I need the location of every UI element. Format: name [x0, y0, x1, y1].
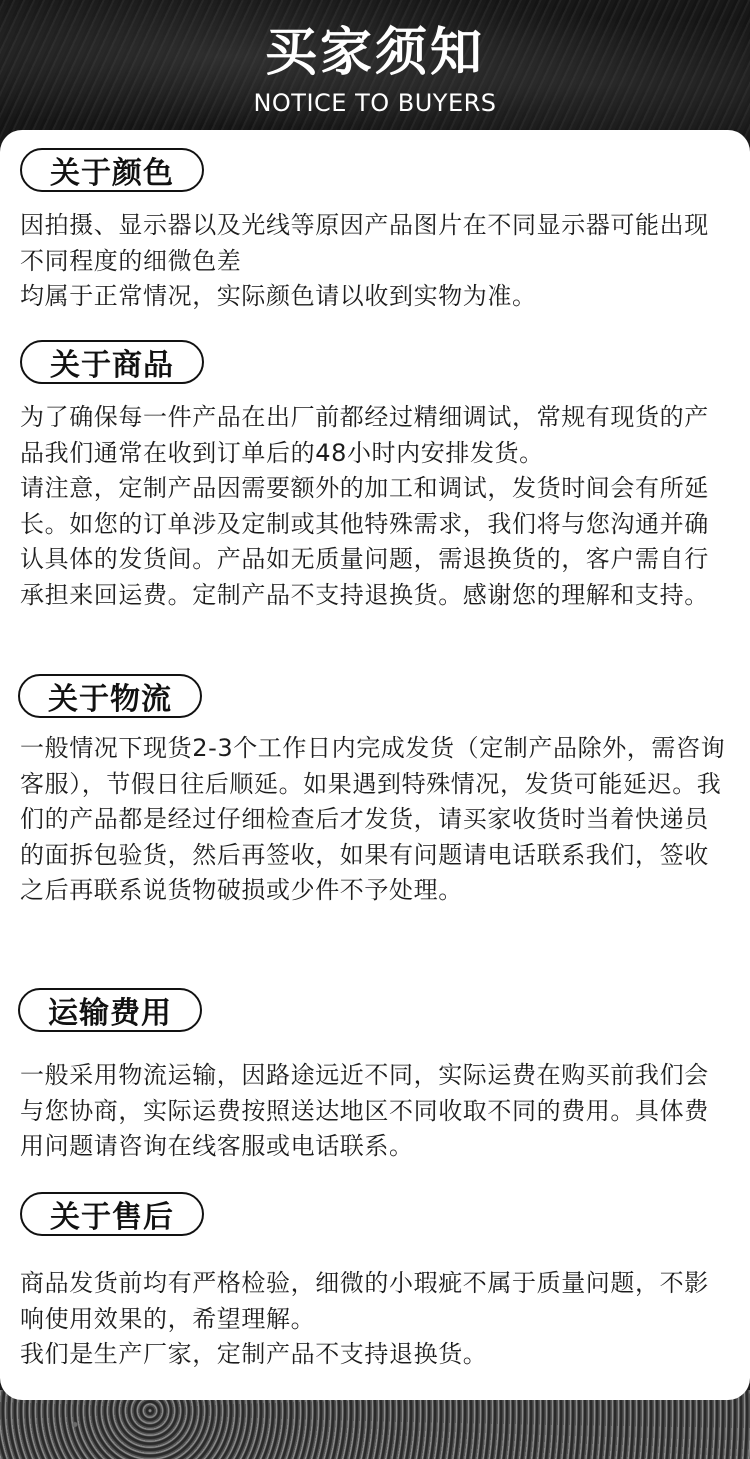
section-heading-logistics: 关于物流: [18, 674, 202, 718]
section-line: 均属于正常情况，实际颜色请以收到实物为准。: [20, 282, 537, 310]
section-line: 一般采用物流运输，因路途远近不同，实际运费在购买前我们会与您协商，实际运费按照送达地区不同收取不同的费用。具体费用问题请咨询在线客服或电话联系。: [20, 1061, 709, 1160]
section-body-aftersales: [20, 1266, 732, 1373]
section-line: 请注意，定制产品因需要额外的加工和调试，发货时间会有所延长。如您的订单涉及定制或其他特殊需求，我们将与您沟通并确认具体的发货间。产品如无质量问题，需退换货的，客户需自行承担来回运费。定制产品不支持退换货。感谢您的理解和支持。: [20, 474, 709, 609]
header-banner: [0, 0, 750, 140]
section-heading-color: 关于颜色: [20, 148, 204, 192]
section-line: 一般情况下现货2-3个工作日内完成发货（定制产品除外，需咨询客服），节假日往后顺延。如果遇到特殊情况，发货可能延迟。我们的产品都是经过仔细检查后才发货，请买家收货时当着快递员的面拆包验货，然后再签收，如果有问题请电话联系我们，签收之后再联系说货物破损或少件不予处理。: [20, 734, 726, 904]
section-body-color: [20, 208, 732, 315]
footer-texture: [0, 1390, 750, 1459]
section-heading-product: 关于商品: [20, 340, 204, 384]
section-line: 商品发货前均有严格检验，细微的小瑕疵不属于质量问题，不影响使用效果的，希望理解。: [20, 1269, 709, 1333]
section-line: 为了确保每一件产品在出厂前都经过精细调试，常规有现货的产品我们通常在收到订单后的48小时内安排发货。: [20, 403, 709, 467]
page-title: 买家须知: [264, 23, 485, 83]
section-body-shipping: [20, 1058, 732, 1165]
section-body-product: [20, 400, 732, 613]
section-heading-shipping: 运输费用: [18, 988, 202, 1032]
section-heading-aftersales: 关于售后: [20, 1192, 204, 1236]
page-subtitle: NOTICE TO BUYERS: [253, 89, 497, 117]
section-line: 我们是生产厂家，定制产品不支持退换货。: [20, 1340, 488, 1368]
section-body-logistics: [20, 731, 732, 909]
section-line: 因拍摄、显示器以及光线等原因产品图片在不同显示器可能出现不同程度的细微色差: [20, 211, 709, 275]
